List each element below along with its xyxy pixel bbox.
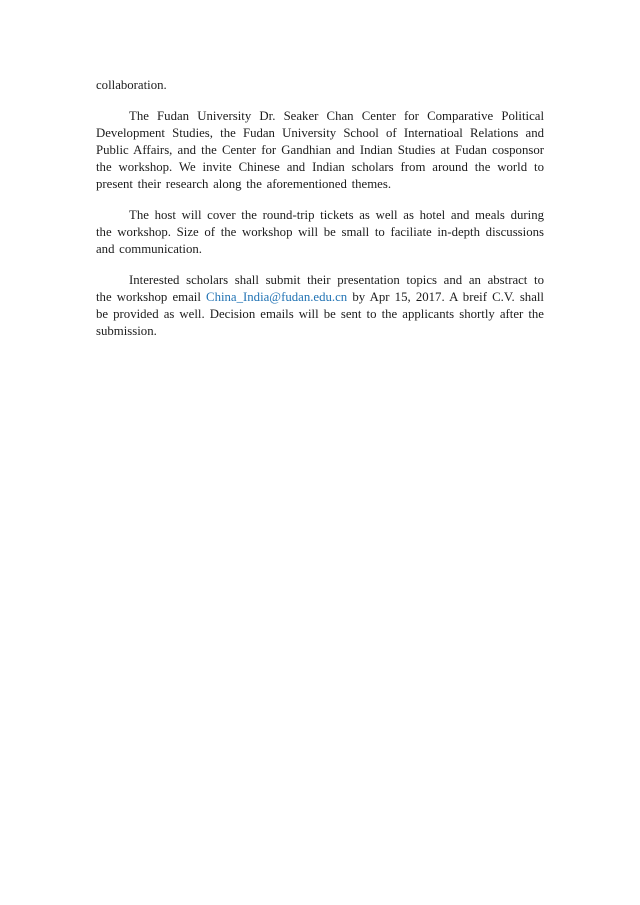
submission-text-after-link: by Apr 15, 2017. A breif C.V. shall be provided as well. Decision emails will be sent to the applicants shortly after the submission. <box>96 290 544 338</box>
paragraph-continuation: collaboration. <box>96 78 167 92</box>
email-link[interactable]: China_India@fudan.edu.cn <box>206 290 348 304</box>
paragraph-host-coverage: The host will cover the round-trip tickets as well as hotel and meals during the workshop. Size of the workshop will be small to faciliate in-depth discussions and communication. <box>96 208 544 256</box>
paragraph-sponsors: The Fudan University Dr. Seaker Chan Center for Comparative Political Development Studies, the Fudan University School of Internatioal Relations and Public Affairs, and the Center for Gandhian and Indian Studies at Fudan cosponsor the workshop. We invite Chinese and Indian scholars from around the world to present their research along the aforementioned themes. <box>96 109 544 191</box>
document-text-block <box>96 77 544 354</box>
paragraph-submission <box>96 272 544 340</box>
submission-text-before-link: Interested scholars shall submit their presentation topics and an abstract to the workshop email <box>96 273 544 304</box>
